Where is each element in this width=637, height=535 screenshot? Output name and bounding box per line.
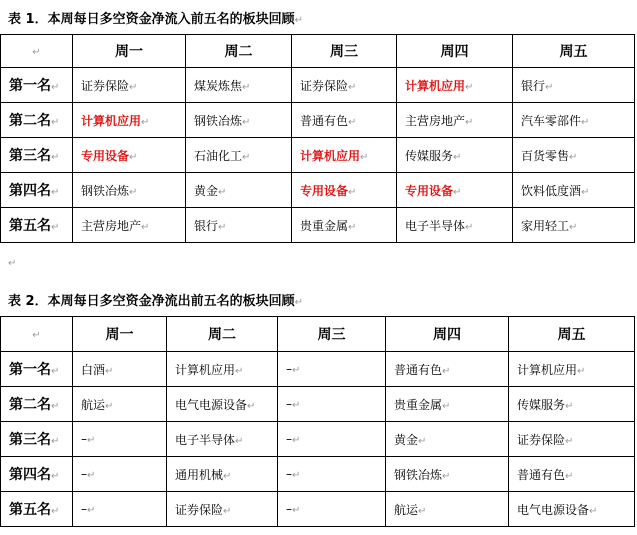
sector-cell: –↵ [73, 457, 167, 492]
outflow-table [0, 316, 635, 527]
sector-cell: 黄金↵ [386, 422, 509, 457]
table-row [1, 352, 635, 387]
corner-cell: ↵ [1, 35, 73, 68]
sector-cell: 专用设备↵ [292, 173, 397, 208]
sector-cell: 黄金↵ [186, 173, 292, 208]
table-row [1, 422, 635, 457]
sector-cell: 主营房地产↵ [397, 103, 513, 138]
sector-cell: 煤炭炼焦↵ [186, 68, 292, 103]
sector-cell: 计算机应用↵ [167, 352, 278, 387]
sector-cell: 传媒服务↵ [509, 387, 635, 422]
rank-cell: 第五名↵ [1, 492, 73, 527]
table1-caption: 表 1．本周每日多空资金净流入前五名的板块回顾↵ [8, 12, 303, 27]
sector-cell: 证券保险↵ [167, 492, 278, 527]
sector-cell: 电气电源设备↵ [509, 492, 635, 527]
sector-cell: 贵重金属↵ [292, 208, 397, 243]
inflow-table [0, 34, 635, 243]
sector-cell: 电子半导体↵ [397, 208, 513, 243]
sector-cell: 普通有色↵ [386, 352, 509, 387]
table2-header-row [1, 317, 635, 352]
day-header: 周二 [186, 35, 292, 68]
sector-cell: 航运↵ [386, 492, 509, 527]
rank-cell: 第四名↵ [1, 173, 73, 208]
sector-cell: 银行↵ [513, 68, 635, 103]
sector-cell: 钢铁冶炼↵ [386, 457, 509, 492]
sector-cell: 钢铁冶炼↵ [73, 173, 186, 208]
day-header: 周三 [278, 317, 386, 352]
table-row [1, 208, 635, 243]
rank-cell: 第五名↵ [1, 208, 73, 243]
paragraph-mark: ↵ [8, 258, 17, 269]
table-row [1, 387, 635, 422]
sector-cell: –↵ [278, 492, 386, 527]
rank-cell: 第二名↵ [1, 103, 73, 138]
sector-cell: 普通有色↵ [292, 103, 397, 138]
table-row [1, 68, 635, 103]
sector-cell: 贵重金属↵ [386, 387, 509, 422]
sector-cell: 电子半导体↵ [167, 422, 278, 457]
corner-cell: ↵ [1, 317, 73, 352]
sector-cell: 电气电源设备↵ [167, 387, 278, 422]
table-row [1, 457, 635, 492]
sector-cell: 证券保险↵ [73, 68, 186, 103]
sector-cell: –↵ [278, 422, 386, 457]
sector-cell: 航运↵ [73, 387, 167, 422]
sector-cell: –↵ [278, 387, 386, 422]
sector-cell: 计算机应用↵ [73, 103, 186, 138]
sector-cell: 家用轻工↵ [513, 208, 635, 243]
sector-cell: –↵ [73, 422, 167, 457]
rank-cell: 第一名↵ [1, 352, 73, 387]
sector-cell: 证券保险↵ [292, 68, 397, 103]
sector-cell: 通用机械↵ [167, 457, 278, 492]
rank-cell: 第二名↵ [1, 387, 73, 422]
rank-cell: 第四名↵ [1, 457, 73, 492]
day-header: 周五 [509, 317, 635, 352]
table-row [1, 103, 635, 138]
sector-cell: 汽车零部件↵ [513, 103, 635, 138]
day-header: 周五 [513, 35, 635, 68]
table1-header-row [1, 35, 635, 68]
sector-cell: 钢铁冶炼↵ [186, 103, 292, 138]
sector-cell: –↵ [278, 352, 386, 387]
table-row [1, 138, 635, 173]
sector-cell: 传媒服务↵ [397, 138, 513, 173]
rank-cell: 第三名↵ [1, 138, 73, 173]
rank-cell: 第三名↵ [1, 422, 73, 457]
sector-cell: 普通有色↵ [509, 457, 635, 492]
sector-cell: 白酒↵ [73, 352, 167, 387]
sector-cell: 证券保险↵ [509, 422, 635, 457]
sector-cell: 石油化工↵ [186, 138, 292, 173]
day-header: 周三 [292, 35, 397, 68]
sector-cell: 专用设备↵ [397, 173, 513, 208]
table-row [1, 173, 635, 208]
day-header: 周一 [73, 35, 186, 68]
sector-cell: 百货零售↵ [513, 138, 635, 173]
sector-cell: 银行↵ [186, 208, 292, 243]
day-header: 周四 [397, 35, 513, 68]
table-row [1, 492, 635, 527]
sector-cell: 计算机应用↵ [509, 352, 635, 387]
table2-caption: 表 2．本周每日多空资金净流出前五名的板块回顾↵ [8, 294, 303, 309]
sector-cell: 专用设备↵ [73, 138, 186, 173]
sector-cell: 计算机应用↵ [397, 68, 513, 103]
sector-cell: 计算机应用↵ [292, 138, 397, 173]
sector-cell: 饮料低度酒↵ [513, 173, 635, 208]
rank-cell: 第一名↵ [1, 68, 73, 103]
day-header: 周一 [73, 317, 167, 352]
sector-cell: –↵ [73, 492, 167, 527]
sector-cell: –↵ [278, 457, 386, 492]
day-header: 周二 [167, 317, 278, 352]
sector-cell: 主营房地产↵ [73, 208, 186, 243]
day-header: 周四 [386, 317, 509, 352]
